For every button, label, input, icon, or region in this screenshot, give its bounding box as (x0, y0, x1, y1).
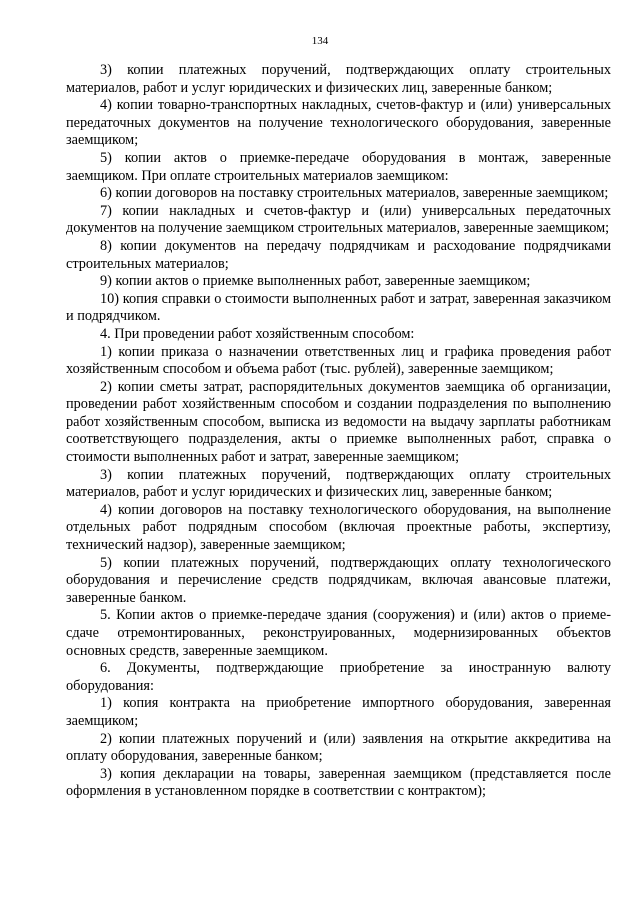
paragraph: 4) копии товарно-транспортных накладных, счетов-фактур и (или) универсальных передаточных документов на получение технологического оборудования, заверенные заемщиком; (66, 97, 611, 149)
section-paragraph: 5. Копии актов о приемке-передаче здания (сооружения) и (или) актов о приеме-сдаче отремонтированных, реконструированных, модернизированных объектов основных средств, заверенные заемщиком. (66, 607, 611, 659)
paragraph: 7) копии накладных и счетов-фактур и (или) универсальных передаточных документов на получение заемщиком строительных материалов, заверенные заемщиком; (66, 202, 611, 237)
paragraph: 8) копии документов на передачу подрядчикам и расходование подрядчиками строительных материалов; (66, 237, 611, 272)
section-heading: 6. Документы, подтверждающие приобретение за иностранную валюту оборудования: (66, 660, 611, 694)
paragraph: 1) копии приказа о назначении ответственных лиц и графика проведения работ хозяйственным способом и объема работ (тыс. рублей), заверенные заемщиком; (66, 343, 611, 378)
paragraph: 3) копии платежных поручений, подтверждающих оплату строительных материалов, работ и услуг юридических и физических лиц, заверенные банком; (66, 466, 611, 501)
document-body (66, 62, 611, 801)
page-number: 134 (311, 35, 329, 47)
section-heading: 4. При проведении работ хозяйственным способом: (100, 325, 415, 342)
paragraph: 5) копии платежных поручений, подтверждающих оплату технологического оборудования и перечисление средств подрядчикам, включая авансовые платежи, заверенные банком. (66, 554, 611, 606)
paragraph: 2) копии платежных поручений и (или) заявления на открытие аккредитива на оплату оборудования, заверенные банком; (66, 730, 611, 765)
paragraph: 4) копии договоров на поставку технологического оборудования, на выполнение отдельных работ подрядным способом (включая проектные работы, экспертизу, технический надзор), заверенные заемщиком; (66, 501, 611, 554)
paragraph: 3) копия декларации на товары, заверенная заемщиком (представляется после оформления в установленном порядке в соответствии с контрактом); (66, 765, 611, 800)
paragraph: 5) копии актов о приемке-передаче оборудования в монтаж, заверенные заемщиком. При оплате строительных материалов заемщиком: (66, 149, 611, 184)
paragraph: 2) копии сметы затрат, распорядительных документов заемщика об организации, проведении работ хозяйственным способом и создании подразделения по выполнению работ хозяйственным способом, выписка из ведомости на выдачу зарплаты работникам соответствующего подразделения, акты о приемке выполненных работ, справка о стоимости выполненных работ и затрат, заверенные заемщиком; (66, 378, 611, 466)
paragraph: 9) копии актов о приемке выполненных работ, заверенные заемщиком; (100, 273, 531, 290)
paragraph: 3) копии платежных поручений, подтверждающих оплату строительных материалов, работ и услуг юридических и физических лиц, заверенные банком; (66, 62, 611, 96)
paragraph: 1) копия контракта на приобретение импортного оборудования, заверенная заемщиком; (66, 695, 611, 729)
paragraph: 10) копия справки о стоимости выполненных работ и затрат, заверенная заказчиком и подрядчиком. (66, 290, 611, 325)
paragraph: 6) копии договоров на поставку строительных материалов, заверенные заемщиком; (100, 185, 609, 202)
